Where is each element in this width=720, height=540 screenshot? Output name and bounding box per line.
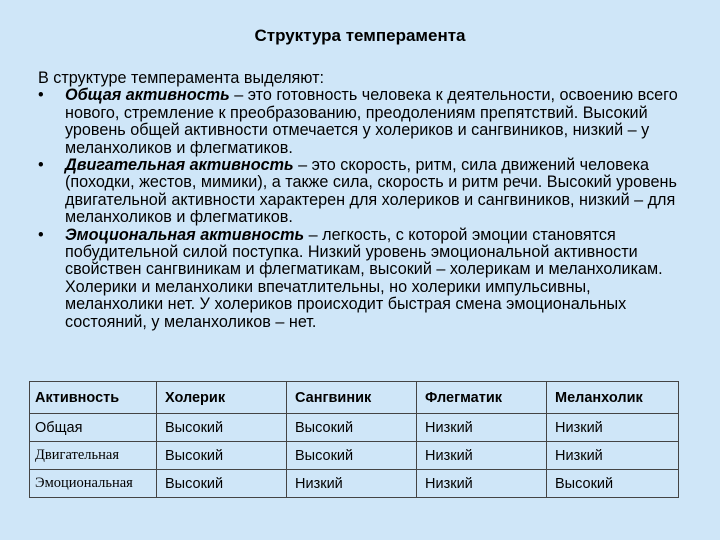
table-cell: Высокий [287,442,417,470]
table-cell: Высокий [157,470,287,498]
page-title: Структура темперамента [254,26,466,45]
table-cell: Высокий [157,414,287,442]
header-cell: Активность [30,382,157,414]
table-cell: Общая [30,414,157,442]
table-row [30,414,679,442]
bullet-text: – это скорость, ритм, сила движений человека (походки, жестов, мимики), а также сила, скорость и ритм речи. Высокий уровень двигательной активности характерен для холериков и сангвиников, низкий – для меланхоликов и флегматиков. [65,156,677,227]
table-cell: Двигательная [30,442,157,470]
bullet-term: Эмоциональная активность [65,225,305,244]
table-cell: Высокий [547,470,679,498]
intro-text: В структуре темперамента выделяют: [38,69,324,87]
table-row [30,442,679,470]
table-cell: Низкий [287,470,417,498]
table-cell: Низкий [417,414,547,442]
header-cell: Флегматик [417,382,547,414]
bullet-motor-activity [38,157,678,227]
bullet-marker: • [38,86,44,105]
temperament-table [29,381,679,498]
bullet-marker: • [38,225,44,244]
table-header-row [30,382,679,414]
bullet-emotional-activity [38,227,678,331]
table-cell: Эмоциональная [30,470,157,498]
bullet-general-activity [38,87,678,157]
header-cell: Меланхолик [547,382,679,414]
table-row [30,470,679,498]
table-cell: Низкий [417,470,547,498]
table-cell: Низкий [417,442,547,470]
bullet-list [38,87,678,331]
table-cell: Низкий [547,442,679,470]
table-cell: Высокий [157,442,287,470]
header-cell: Холерик [157,382,287,414]
bullet-term: Общая активность [65,86,230,105]
header-cell: Сангвиник [287,382,417,414]
bullet-text: – это готовность человека к деятельности, освоению всего нового, стремление к преобразованию, преодолениям препятствий. Высокий уровень общей активности отмечается у холериков и сангвиников, низкий – у меланхоликов и флегматиков. [65,86,678,157]
table-cell: Высокий [287,414,417,442]
bullet-marker: • [38,156,44,175]
content-body [38,70,678,331]
bullet-term: Двигательная активность [65,156,294,175]
bullet-text: – легкость, с которой эмоции становятся побудительной силой поступка. Низкий уровень эмоциональной активности свойствен сангвиникам и флегматикам, высокий – холерикам и меланхоликам. Холерики и меланхолики впечатлительны, но холерики импульсивны, меланхолики нет. У холериков происходит быстрая смена эмоциональных состояний, у меланхоликов – нет. [65,225,663,331]
table-cell: Низкий [547,414,679,442]
